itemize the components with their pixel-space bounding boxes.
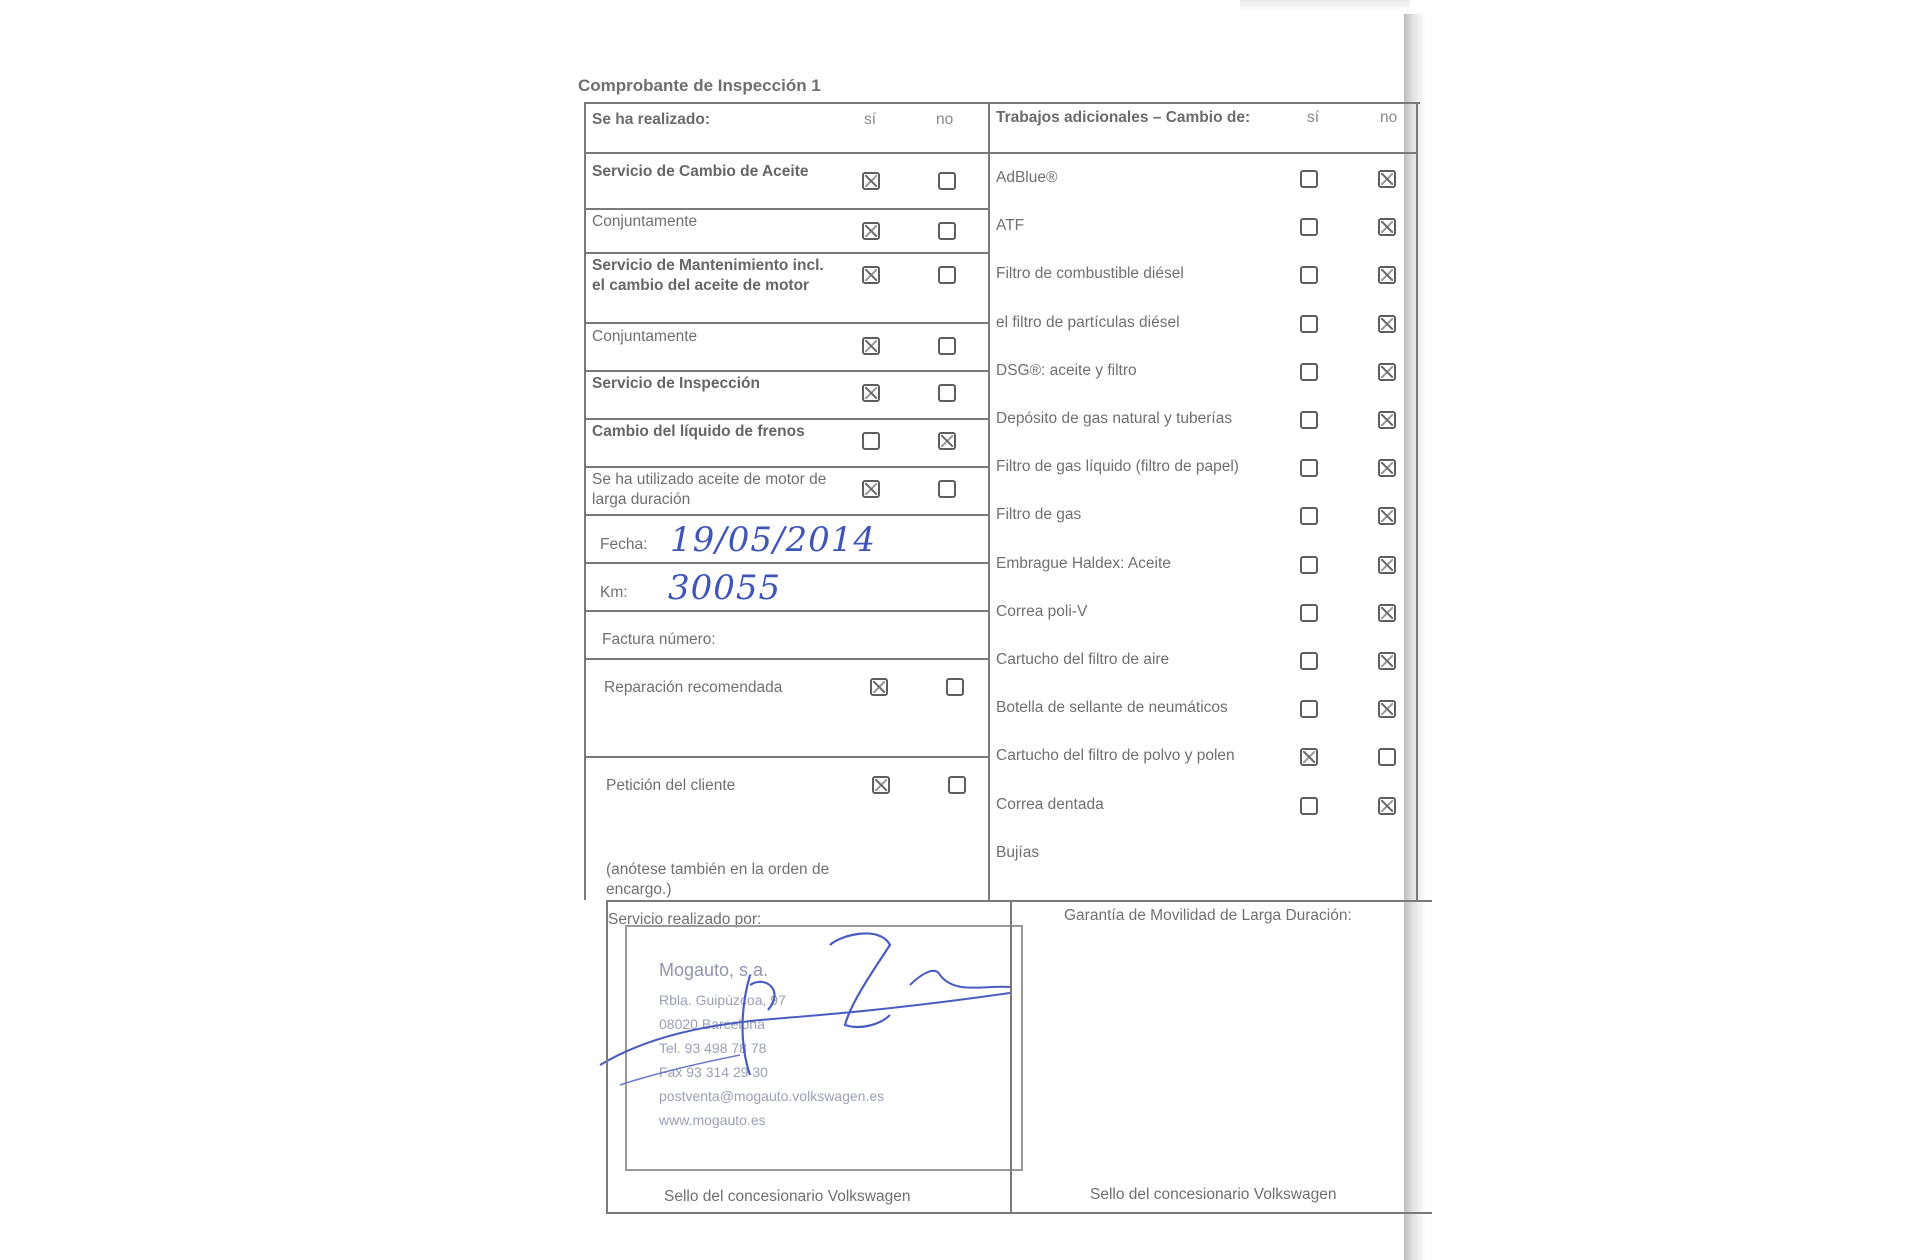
right-row-yes-checkbox[interactable]	[1300, 411, 1318, 429]
left-row-label: Servicio de Inspección	[592, 375, 760, 392]
reparacion-label: Reparación recomendada	[604, 679, 783, 696]
right-row-label: Botella de sellante de neumáticos	[996, 699, 1228, 717]
right-header-no: no	[1380, 109, 1398, 126]
right-row-yes-checkbox[interactable]	[1300, 652, 1318, 670]
table-rule	[584, 102, 586, 900]
servicio-label: Servicio realizado por:	[608, 911, 762, 928]
km-value: 30055	[668, 568, 782, 608]
left-header-yes: sí	[864, 111, 877, 128]
left-row-yes-checkbox[interactable]	[862, 432, 880, 450]
table-rule	[988, 102, 990, 902]
right-row-no-checkbox[interactable]	[1378, 652, 1396, 670]
right-row-no-checkbox[interactable]	[1378, 170, 1396, 188]
table-rule	[584, 370, 988, 372]
right-row-yes-checkbox[interactable]	[1300, 556, 1318, 574]
peticion-yes-checkbox[interactable]	[872, 776, 890, 794]
stamp-line: www.mogauto.es	[659, 1112, 766, 1128]
left-row-yes-checkbox[interactable]	[862, 222, 880, 240]
right-row-no-checkbox[interactable]	[1378, 411, 1396, 429]
left-row-label: Servicio de Mantenimiento incl. el cambio del aceite de motor	[592, 257, 824, 294]
right-row-no-checkbox[interactable]	[1378, 797, 1396, 815]
left-row-no-checkbox[interactable]	[938, 384, 956, 402]
right-row-label: Cartucho del filtro de aire	[996, 651, 1170, 668]
right-row-yes-checkbox[interactable]	[1300, 748, 1318, 766]
km-label: Km:	[600, 584, 628, 601]
right-row-label: Cartucho del filtro de polvo y polen	[996, 747, 1235, 765]
table-rule	[1416, 102, 1418, 902]
peticion-label: Petición del cliente	[606, 777, 736, 794]
right-row-label: Bujías	[996, 843, 1040, 861]
right-row-label: AdBlue®	[996, 169, 1058, 186]
table-rule	[584, 756, 988, 758]
left-header-label: Se ha realizado:	[592, 111, 711, 128]
right-row-yes-checkbox[interactable]	[1300, 315, 1318, 333]
right-row-no-checkbox[interactable]	[1378, 507, 1396, 525]
left-row-no-checkbox[interactable]	[938, 266, 956, 284]
right-row-yes-checkbox[interactable]	[1300, 266, 1318, 284]
fecha-value: 19/05/2014	[670, 520, 876, 560]
left-row-yes-checkbox[interactable]	[862, 172, 880, 190]
right-row-label: Filtro de gas	[996, 506, 1082, 524]
reparacion-no-checkbox[interactable]	[946, 678, 964, 696]
nota-label: (anótese también en la orden de encargo.)	[606, 861, 830, 898]
right-row-label: Embrague Haldex: Aceite	[996, 554, 1171, 572]
left-row-label: Servicio de Cambio de Aceite	[592, 163, 809, 180]
stamp-line: Rbla. Guipúzcoa, 97	[659, 992, 786, 1008]
left-row-yes-checkbox[interactable]	[862, 266, 880, 284]
right-row-yes-checkbox[interactable]	[1300, 363, 1318, 381]
factura-label: Factura número:	[602, 631, 716, 648]
garantia-label: Garantía de Movilidad de Larga Duración:	[1064, 907, 1352, 924]
stamp-line: Tel. 93 498 78 78	[659, 1040, 767, 1056]
right-row-no-checkbox[interactable]	[1378, 266, 1396, 284]
stamp-name: Mogauto, s.a.	[659, 960, 769, 980]
reparacion-yes-checkbox[interactable]	[870, 678, 888, 696]
right-row-label: el filtro de partículas diésel	[996, 313, 1180, 331]
right-row-no-checkbox[interactable]	[1378, 315, 1396, 333]
right-row-label: Filtro de gas líquido (filtro de papel)	[996, 458, 1239, 476]
table-rule	[584, 658, 988, 660]
right-row-yes-checkbox[interactable]	[1300, 507, 1318, 525]
table-rule	[584, 562, 988, 564]
right-header-yes: sí	[1307, 109, 1320, 126]
table-rule	[606, 900, 1432, 902]
right-row-yes-checkbox[interactable]	[1300, 797, 1318, 815]
form-title: Comprobante de Inspección 1	[578, 76, 821, 95]
right-row-no-checkbox[interactable]	[1378, 363, 1396, 381]
fecha-label: Fecha:	[600, 536, 648, 553]
right-row-yes-checkbox[interactable]	[1300, 604, 1318, 622]
table-rule	[584, 208, 988, 210]
left-row-label: Cambio del líquido de frenos	[592, 423, 805, 440]
left-row-label: Se ha utilizado aceite de motor de larga duración	[592, 471, 827, 508]
right-row-label: Correa dentada	[996, 795, 1104, 813]
right-row-no-checkbox[interactable]	[1378, 604, 1396, 622]
peticion-no-checkbox[interactable]	[948, 776, 966, 794]
left-row-yes-checkbox[interactable]	[862, 337, 880, 355]
left-row-no-checkbox[interactable]	[938, 172, 956, 190]
handwritten-signature	[590, 915, 1010, 1100]
left-row-no-checkbox[interactable]	[938, 222, 956, 240]
right-row-no-checkbox[interactable]	[1378, 700, 1396, 718]
left-row-no-checkbox[interactable]	[938, 337, 956, 355]
table-rule	[584, 466, 988, 468]
right-row-yes-checkbox[interactable]	[1300, 170, 1318, 188]
table-rule	[606, 1212, 1432, 1214]
right-row-yes-checkbox[interactable]	[1300, 218, 1318, 236]
stamp-line: postventa@mogauto.volkswagen.es	[659, 1088, 885, 1104]
table-rule	[584, 418, 988, 420]
sello-right: Sello del concesionario Volkswagen	[1090, 1186, 1337, 1203]
right-row-label: Filtro de combustible diésel	[996, 265, 1184, 283]
right-row-label: ATF	[996, 217, 1025, 235]
left-header-no: no	[936, 111, 954, 128]
sello-left: Sello del concesionario Volkswagen	[664, 1188, 911, 1205]
table-rule	[606, 900, 608, 1212]
table-rule	[584, 102, 1420, 104]
table-rule	[584, 252, 988, 254]
table-rule	[584, 322, 988, 324]
left-row-no-checkbox[interactable]	[938, 480, 956, 498]
table-rule	[1010, 900, 1012, 1212]
left-row-yes-checkbox[interactable]	[862, 480, 880, 498]
right-row-no-checkbox[interactable]	[1378, 459, 1396, 477]
left-row-label: Conjuntamente	[592, 213, 698, 230]
right-row-label: Depósito de gas natural y tuberías	[996, 410, 1233, 427]
right-row-no-checkbox[interactable]	[1378, 748, 1396, 766]
right-header-label: Trabajos adicionales – Cambio de:	[996, 109, 1251, 126]
stamp-line: Fax 93 314 29 30	[659, 1064, 768, 1080]
table-rule	[584, 152, 988, 154]
right-row-no-checkbox[interactable]	[1378, 218, 1396, 236]
table-rule	[584, 514, 988, 516]
left-row-no-checkbox[interactable]	[938, 432, 956, 450]
table-rule	[584, 610, 988, 612]
right-row-no-checkbox[interactable]	[1378, 556, 1396, 574]
right-row-yes-checkbox[interactable]	[1300, 459, 1318, 477]
right-row-yes-checkbox[interactable]	[1300, 700, 1318, 718]
right-row-label: DSG®: aceite y filtro	[996, 361, 1137, 379]
right-row-label: Correa poli-V	[996, 602, 1088, 620]
left-row-yes-checkbox[interactable]	[862, 384, 880, 402]
left-row-label: Conjuntamente	[592, 328, 698, 345]
stamp-line: 08020 Barcelona	[659, 1016, 765, 1032]
